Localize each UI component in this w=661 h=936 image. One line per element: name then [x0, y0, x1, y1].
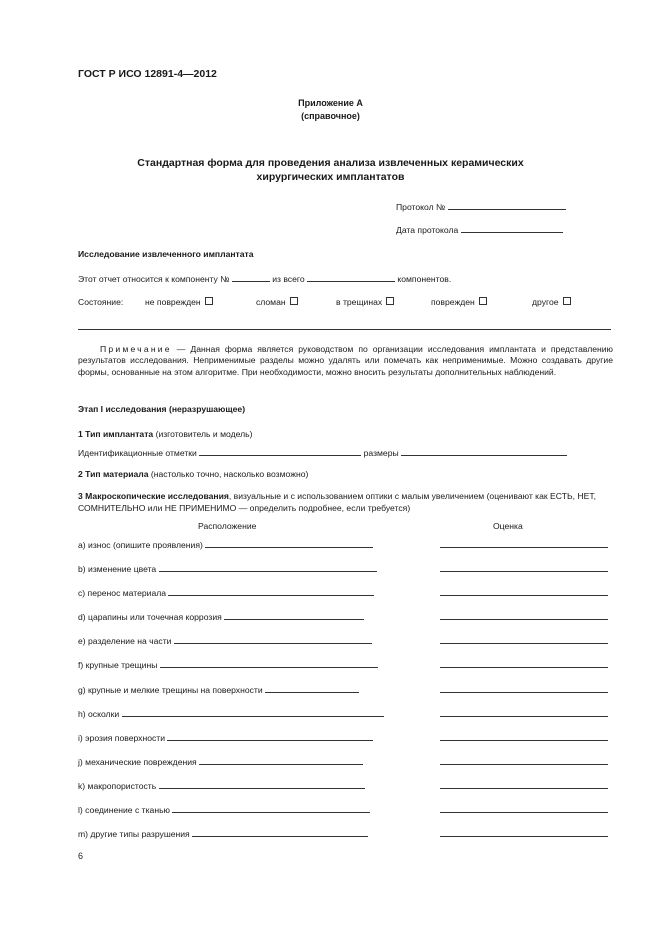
item2-detail: (настолько точно, насколько возможно)	[150, 469, 309, 479]
rating-field[interactable]	[440, 780, 608, 791]
appendix-title: Приложение А	[298, 98, 363, 108]
table-row	[78, 539, 373, 550]
rating-line[interactable]	[440, 635, 608, 644]
location-line[interactable]	[174, 635, 372, 644]
location-line[interactable]	[199, 756, 363, 765]
row-label: a) износ (опишите проявления)	[78, 540, 203, 550]
location-line[interactable]	[160, 659, 378, 668]
checkbox-icon[interactable]	[563, 297, 571, 305]
section-title: Исследование извлеченного имплантата	[78, 249, 254, 259]
checkbox-icon[interactable]	[290, 297, 298, 305]
rating-field[interactable]	[440, 539, 608, 550]
rating-field[interactable]	[440, 732, 608, 743]
checkbox-icon[interactable]	[386, 297, 394, 305]
rating-field[interactable]	[440, 587, 608, 598]
table-row	[78, 708, 384, 719]
row-label: f) крупные трещины	[78, 660, 158, 670]
table-row	[78, 635, 372, 646]
report-part3: компонентов.	[397, 274, 452, 284]
protocol-number-line[interactable]	[448, 201, 566, 210]
rating-field[interactable]	[440, 635, 608, 646]
note-label: Примечание	[100, 344, 172, 354]
component-number-line[interactable]	[232, 273, 270, 282]
page-number: 6	[78, 851, 84, 861]
rating-line[interactable]	[440, 780, 608, 789]
table-row	[78, 563, 377, 574]
rating-line[interactable]	[440, 684, 608, 693]
item1-heading: 1 Тип имплантата	[78, 429, 154, 439]
table-row	[78, 684, 359, 695]
location-line[interactable]	[192, 828, 368, 837]
appendix-heading	[0, 97, 661, 123]
document-id: ГОСТ Р ИСО 12891-4—2012	[78, 68, 217, 80]
location-line[interactable]	[265, 684, 359, 693]
table-row	[78, 732, 373, 743]
table-row	[78, 780, 365, 791]
location-line[interactable]	[224, 611, 364, 620]
rating-field[interactable]	[440, 756, 608, 767]
table-row	[78, 587, 374, 598]
condition-option-label: поврежден	[431, 297, 475, 307]
table-row	[78, 804, 370, 815]
row-label: j) механические повреждения	[78, 757, 197, 767]
rating-line[interactable]	[440, 587, 608, 596]
condition-option-label: в трещинах	[336, 297, 383, 307]
protocol-date-line[interactable]	[461, 224, 563, 233]
form-title	[0, 156, 661, 184]
row-label: m) другие типы разрушения	[78, 829, 190, 839]
row-label: h) осколки	[78, 709, 120, 719]
item1-heading-line	[78, 429, 252, 439]
condition-option-label: не поврежден	[145, 297, 201, 307]
rating-line[interactable]	[440, 732, 608, 741]
sizes-label: размеры	[363, 448, 399, 458]
item3-paragraph	[78, 490, 613, 514]
item1-detail: (изготовитель и модель)	[155, 429, 253, 439]
condition-option-label: сломан	[256, 297, 286, 307]
protocol-date-label: Дата протокола	[396, 225, 459, 235]
stage1-title: Этап I исследования (неразрушающее)	[78, 404, 246, 414]
rating-field[interactable]	[440, 563, 608, 574]
location-line[interactable]	[167, 732, 373, 741]
location-line[interactable]	[122, 708, 384, 717]
rating-line[interactable]	[440, 563, 608, 572]
location-line[interactable]	[205, 539, 373, 548]
row-label: b) изменение цвета	[78, 564, 157, 574]
rating-line[interactable]	[440, 828, 608, 837]
row-label: l) соединение с тканью	[78, 805, 170, 815]
identification-marks-label: Идентификационные отметки	[78, 448, 197, 458]
rating-field[interactable]	[440, 684, 608, 695]
table-row	[78, 611, 364, 622]
item2-heading: 2 Тип материала	[78, 469, 149, 479]
protocol-number-label: Протокол №	[396, 202, 446, 212]
report-part1: Этот отчет относится к компоненту №	[78, 274, 230, 284]
item3-heading: 3 Макроскопические исследования	[78, 491, 229, 501]
appendix-subtitle: (справочное)	[301, 111, 360, 121]
rating-field[interactable]	[440, 804, 608, 815]
table-row	[78, 659, 378, 670]
row-label: g) крупные и мелкие трещины на поверхности	[78, 685, 263, 695]
sizes-line[interactable]	[401, 447, 567, 456]
table-row	[78, 756, 363, 767]
item1-fields	[78, 447, 567, 458]
condition-option-label: другое	[532, 297, 559, 307]
form-title-line1: Стандартная форма для проведения анализа извлеченных керамических	[137, 157, 524, 169]
protocol-date-field[interactable]	[396, 224, 563, 235]
column-location-header: Расположение	[198, 521, 257, 531]
identification-marks-line[interactable]	[199, 447, 361, 456]
row-label: c) перенос материала	[78, 588, 167, 598]
column-rating-header: Оценка	[493, 521, 523, 531]
row-label: d) царапины или точечная коррозия	[78, 612, 222, 622]
location-line[interactable]	[159, 563, 377, 572]
location-line[interactable]	[172, 804, 370, 813]
condition-option-cracked[interactable]	[336, 297, 394, 307]
table-row	[78, 828, 368, 839]
form-title-line2: хирургических имплантатов	[256, 171, 405, 183]
condition-option-damaged[interactable]	[431, 297, 487, 307]
rating-field[interactable]	[440, 611, 608, 622]
row-label: e) разделение на части	[78, 636, 172, 646]
row-label: i) эрозия поверхности	[78, 733, 166, 743]
rating-field[interactable]	[440, 708, 608, 719]
location-line[interactable]	[168, 587, 374, 596]
rating-line[interactable]	[440, 756, 608, 765]
location-line[interactable]	[159, 780, 365, 789]
component-total-line[interactable]	[307, 273, 395, 282]
item3-detail: , визуальные и с использованием оптики с малым увеличением (оценивают как ЕСТЬ, НЕТ, СОМНИТЕЛЬНО или НЕ ПРИМЕНИМО — определить подробнее, если требуется)	[78, 491, 596, 513]
protocol-number-field[interactable]	[396, 201, 566, 212]
rating-line[interactable]	[440, 539, 608, 548]
condition-label: Состояние:	[78, 297, 124, 307]
condition-option-other[interactable]	[532, 297, 571, 307]
item2-heading-line	[78, 469, 308, 479]
rating-line[interactable]	[440, 804, 608, 813]
note-paragraph	[78, 344, 613, 378]
rating-field[interactable]	[440, 659, 608, 670]
report-part2: из всего	[272, 274, 305, 284]
rating-field[interactable]	[440, 828, 608, 839]
checkbox-icon[interactable]	[479, 297, 487, 305]
rating-line[interactable]	[440, 659, 608, 668]
condition-option-undamaged[interactable]	[145, 297, 213, 307]
separator-line	[78, 329, 611, 330]
note-text: — Данная форма является руководством по организации исследования имплантата и представлению результатов исследования. Неприменимые разделы можно удалять или помечать как неприменимые. Можно создавать другие формы, основанные на этом алгоритме. При необходимости, можно вносить результаты дополнительных наблюдений.	[78, 344, 613, 377]
report-line	[78, 273, 451, 284]
rating-line[interactable]	[440, 708, 608, 717]
row-label: k) макропористость	[78, 781, 157, 791]
rating-line[interactable]	[440, 611, 608, 620]
checkbox-icon[interactable]	[205, 297, 213, 305]
condition-option-broken[interactable]	[256, 297, 298, 307]
